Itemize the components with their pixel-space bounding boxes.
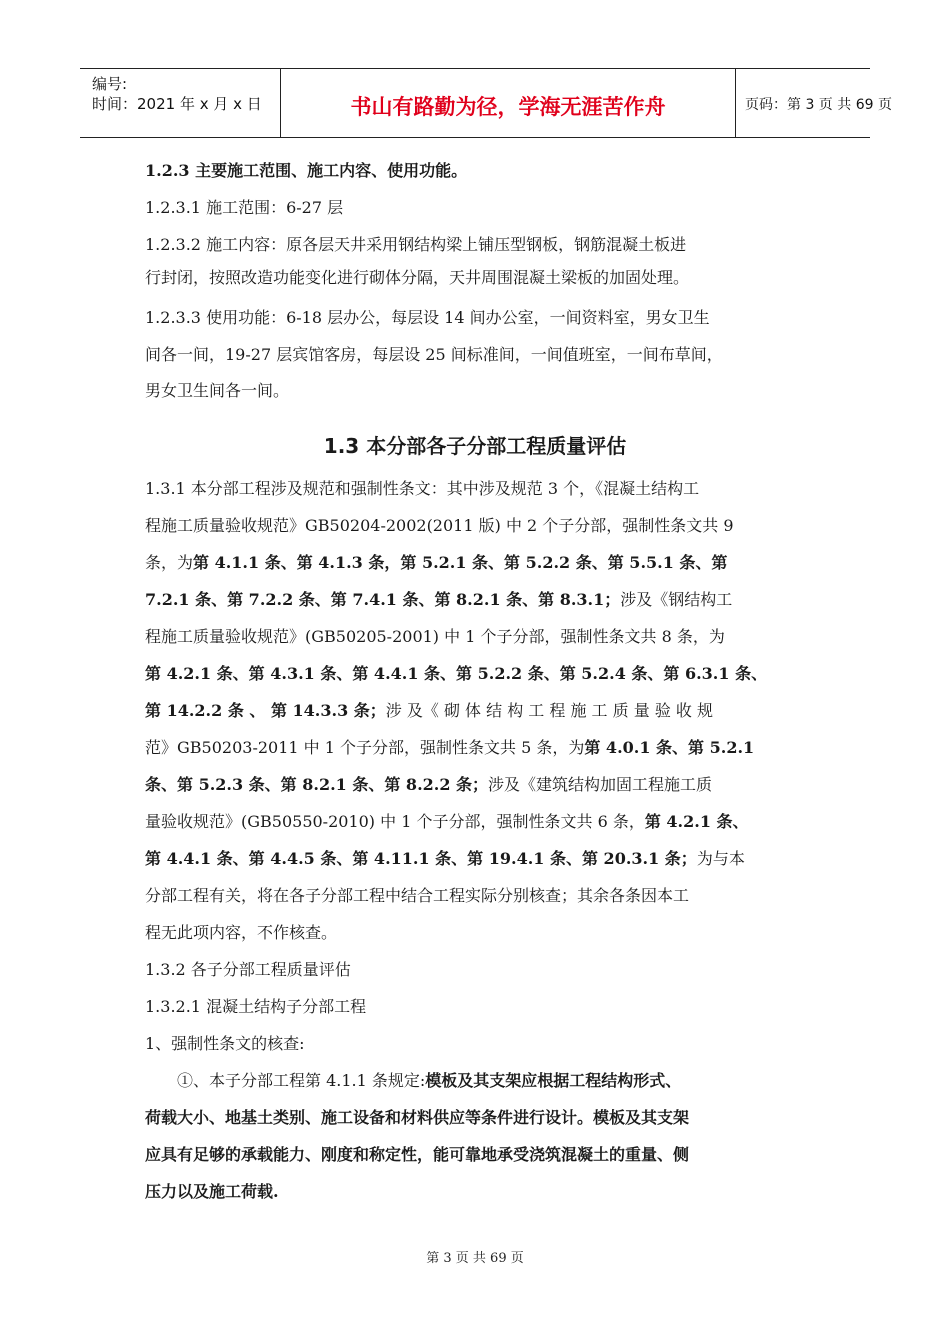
para-bold-text: 模板及其支架应根据工程结构形式、 (425, 1071, 682, 1090)
document-number-label: 编号: (92, 75, 128, 93)
para-1-line-a: 1.3.1 本分部工程涉及规范和强制性条文：其中涉及规范 3 个，《混凝土结构工 (145, 479, 700, 498)
para-1-line-h (145, 738, 754, 758)
subsection-1-3-2: 1.3.2 各子分部工程质量评估 (145, 960, 351, 979)
para-bold-text: 第 4.0.1 条、第 5.2.1 (584, 738, 755, 757)
para-1-line-l: 分部工程有关，将在各子分部工程中结合工程实际分别核查；其余各条因本工 (145, 886, 690, 905)
construction-content-line-2: 行封闭，按照改造功能变化进行砌体分隔，天井周围混凝土梁板的加固处理。 (145, 268, 690, 287)
section-1-3-heading: 1.3 本分部各子分部工程质量评估 (323, 434, 627, 458)
page-footer: 第 3 页 共 69 页 (426, 1251, 524, 1266)
construction-range-line: 1.2.3.1 施工范围：6-27 层 (145, 198, 344, 217)
para-bold-text: 条、第 5.2.3 条、第 8.2.1 条、第 8.2.2 条； (145, 775, 489, 794)
header-page-cell (735, 69, 892, 137)
para-1-line-m: 程无此项内容，不作核查。 (145, 923, 338, 942)
construction-content-line-1: 1.2.3.2 施工内容：原各层天井采用钢结构梁上铺压型钢板，钢筋混凝土板进 (145, 235, 687, 254)
para-bold-text: 第 4.2.1 条、 (644, 812, 749, 831)
para-1-line-f (145, 664, 767, 684)
para-bold-text: 第 4.1.1 条、第 4.1.3 条，第 5.2.1 条、第 5.2.2 条、第 5.5.1 条、第 (193, 553, 728, 572)
para-bold-text: 第 4.4.1 条、第 4.4.5 条、第 4.11.1 条、第 19.4.1 条、第 20.3.1 条； (145, 849, 697, 868)
para-text: 范》GB50203-2011 中 1 个子分部，强制性条文共 5 条，为 (145, 738, 585, 757)
document-date-label: 时间：2021 年 x 月 x 日 (92, 95, 262, 113)
para-1-line-k (145, 849, 745, 869)
header-motto: 书山有路勤为径，学海无涯苦作舟 (350, 95, 666, 119)
para-text: 涉及《建筑结构加固工程施工质 (488, 775, 713, 794)
para-1-line-i (145, 775, 712, 795)
mandatory-clause-check-title: 1、强制性条文的核查: (145, 1034, 305, 1053)
header-meta-cell (80, 69, 280, 137)
clause-4-1-1-line-4 (145, 1182, 279, 1202)
header-motto-cell (280, 69, 736, 137)
clause-4-1-1-line-1 (177, 1071, 681, 1091)
para-1-line-b: 程施工质量验收规范》GB50204-2002(2011 版) 中 2 个子分部，强制性条文共 9 (145, 516, 734, 535)
para-bold-text: 压力以及施工荷载. (145, 1182, 279, 1201)
para-text: 量验收规范》(GB50550-2010) 中 1 个子分部，强制性条文共 6 条， (145, 812, 645, 831)
para-bold-text: 第 14.2.2 条 、 第 14.3.3 条； (145, 701, 386, 720)
section-1-2-3-title (145, 161, 467, 181)
para-bold-text: 第 4.2.1 条、第 4.3.1 条、第 4.4.1 条、第 5.2.2 条、第 5.2.4 条、第 6.3.1 条、 (145, 664, 768, 683)
usage-function-line-1: 1.2.3.3 使用功能：6-18 层办公，每层设 14 间办公室，一间资料室，男女卫生 (145, 308, 710, 327)
para-1-line-c (145, 553, 727, 573)
para-bold-text: 应具有足够的承载能力、刚度和称定性，能可靠地承受浇筑混凝土的重量、侧 (145, 1145, 690, 1164)
usage-function-line-2: 间各一间，19-27 层宾馆客房，每层设 25 间标准间，一间值班室，一间布草间， (145, 345, 723, 364)
subsection-1-3-2-1: 1.3.2.1 混凝土结构子分部工程 (145, 997, 367, 1016)
para-1-line-g (145, 701, 713, 721)
para-text: 条，为 (145, 553, 194, 572)
para-1-line-e: 程施工质量验收规范》(GB50205-2001) 中 1 个子分部，强制性条文共 8 条，为 (145, 627, 725, 646)
usage-function-line-3: 男女卫生间各一间。 (145, 381, 290, 400)
para-text: 为与本 (696, 849, 745, 868)
header-page-info: 页码：第 3 页 共 69 页 (745, 97, 892, 113)
para-bold-text: 荷载大小、地基土类别、施工设备和材料供应等条件进行设计。模板及其支架 (145, 1108, 690, 1127)
para-text: 涉及《钢结构工 (620, 590, 733, 609)
para-text: 涉 及《 砌 体 结 构 工 程 施 工 质 量 验 收 规 (385, 701, 713, 720)
clause-4-1-1-line-3 (145, 1145, 689, 1165)
clause-4-1-1-line-2 (145, 1108, 689, 1128)
para-1-line-j (145, 812, 749, 832)
section-title-text: 1.2.3 主要施工范围、施工内容、使用功能。 (145, 161, 468, 180)
para-text: ①、本子分部工程第 4.1.1 条规定: (177, 1071, 426, 1090)
para-bold-text: 7.2.1 条、第 7.2.2 条、第 7.4.1 条、第 8.2.1 条、第 8.3.1； (145, 590, 621, 609)
page-header (80, 68, 892, 138)
para-1-line-d (145, 590, 732, 610)
